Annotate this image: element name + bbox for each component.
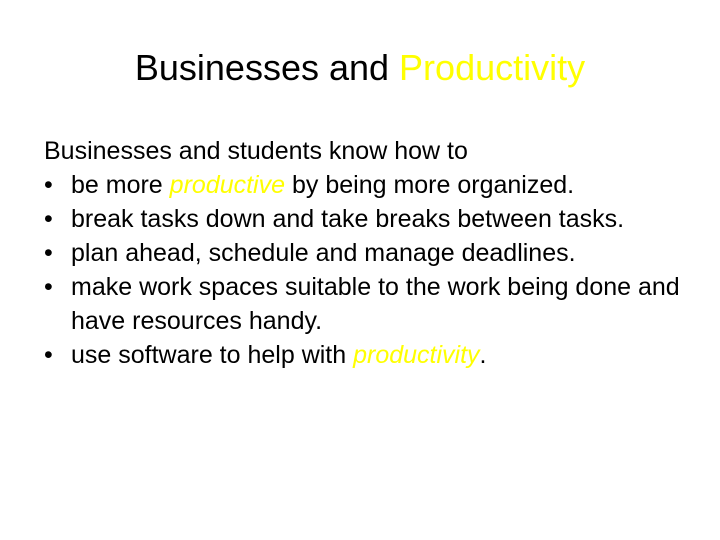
bullet-icon: • [44, 239, 53, 267]
intro-text: Businesses and students know how to [44, 137, 468, 165]
bullet-icon: • [44, 171, 53, 199]
bullet-item [44, 270, 684, 338]
bullet-icon: • [44, 273, 53, 301]
bullet-text: break tasks down and take breaks between tasks. [71, 205, 625, 233]
bullet-text: be more [71, 171, 170, 199]
bullet-list [44, 168, 684, 372]
slide-title [0, 44, 720, 92]
bullet-emphasis: productivity [353, 341, 480, 369]
bullet-icon: • [44, 341, 53, 369]
bullet-emphasis: productive [169, 171, 286, 199]
bullet-icon: • [44, 205, 53, 233]
bullet-item [44, 168, 684, 202]
bullet-item [44, 338, 684, 372]
bullet-text: plan ahead, schedule and manage deadlines. [71, 239, 576, 267]
slide-body [44, 134, 684, 372]
title-highlight-text: Productivity [399, 47, 586, 88]
bullet-text: by being more organized. [285, 171, 575, 199]
bullet-text: . [479, 341, 487, 369]
bullet-text: use software to help with [71, 341, 354, 369]
bullet-item [44, 236, 684, 270]
bullet-text: make work spaces suitable to the work being done and have resources handy. [71, 273, 680, 335]
bullet-item [44, 202, 684, 236]
title-text: Businesses and [134, 47, 400, 88]
